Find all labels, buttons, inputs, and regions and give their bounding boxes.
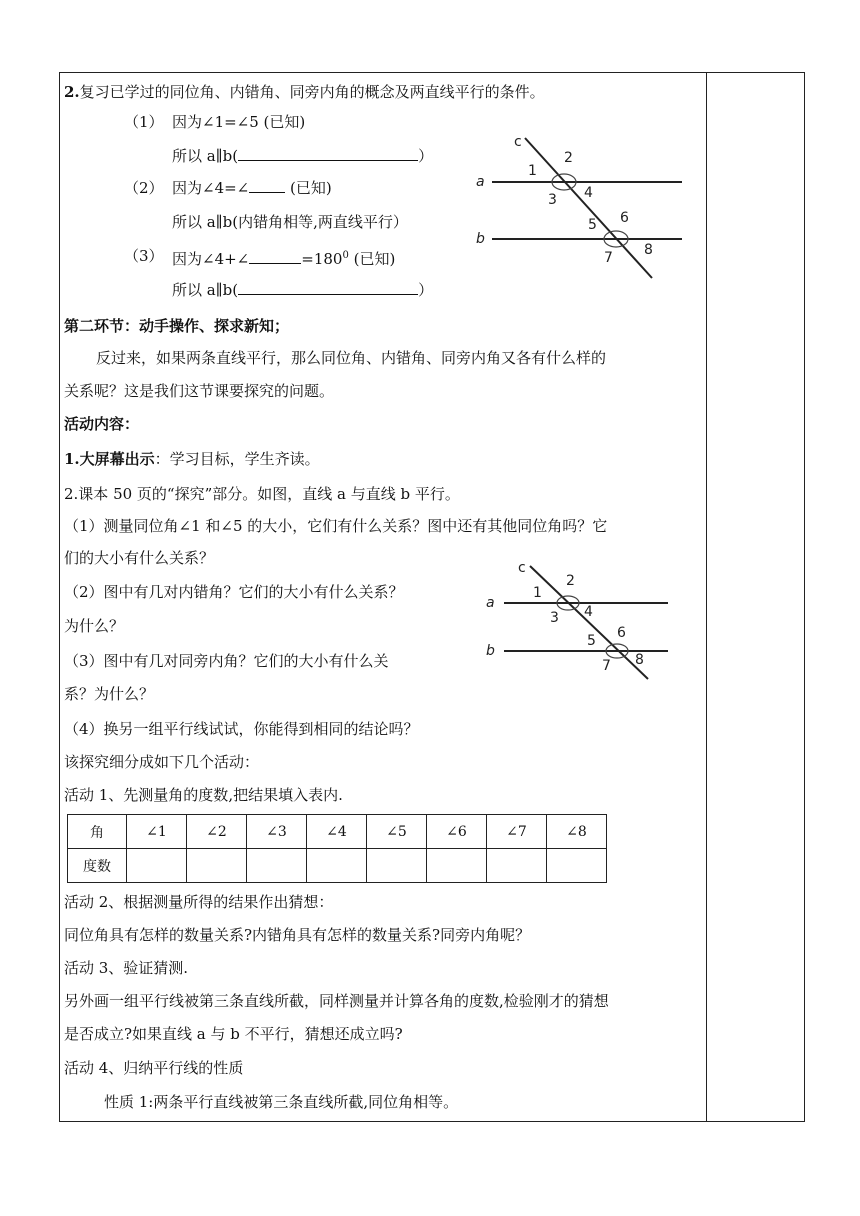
item2-so: 所以 a∥b(内错角相等,两直线平行） (172, 213, 408, 231)
label-6: 6 (620, 210, 629, 226)
degree-input-cell[interactable] (427, 849, 487, 883)
activity-intro: 该探究细分成如下几个活动： (64, 753, 260, 771)
question4: （4）换另一组平行线试试，你能得到相同的结论吗？ (64, 720, 419, 738)
review-number: 2. (64, 83, 80, 101)
table-cell: ∠8 (547, 815, 607, 849)
degree-input-cell[interactable] (487, 849, 547, 883)
label-c: c (518, 560, 526, 576)
item1-number: （1） (124, 113, 164, 131)
degree-input-cell[interactable] (187, 849, 247, 883)
item3-so-blank[interactable] (238, 280, 418, 295)
item1-because: 因为∠1=∠5 (已知) (172, 113, 306, 131)
table-cell: ∠3 (247, 815, 307, 849)
label-5: 5 (588, 217, 597, 233)
label-2: 2 (564, 150, 573, 166)
activity-item1: 1.大屏幕出示：学习目标，学生齐读。 (64, 450, 320, 468)
label-7: 7 (604, 250, 613, 266)
question1-line2: 们的大小有什么关系？ (64, 549, 215, 567)
angle-measure-table (67, 814, 607, 883)
item1-blank[interactable] (238, 146, 418, 161)
column-divider (706, 72, 707, 1122)
item3-number: （3） (124, 247, 164, 265)
transversal-c (530, 566, 648, 679)
item3-because: 因为∠4+∠ $=180^0$ (已知) (172, 250, 396, 268)
label-6: 6 (617, 625, 626, 641)
item2-number: （2） (124, 179, 164, 197)
label-c: c (514, 134, 522, 150)
label-3: 3 (550, 610, 559, 626)
degree-input-cell[interactable] (547, 849, 607, 883)
table-cell: ∠7 (487, 815, 547, 849)
degree-input-cell[interactable] (307, 849, 367, 883)
table-cell: ∠6 (427, 815, 487, 849)
activity-title: 活动内容： (64, 415, 140, 433)
parallel-lines-figure-2 (480, 556, 680, 686)
parallel-lines-figure-1 (470, 128, 690, 288)
degree-input-cell[interactable] (367, 849, 427, 883)
transversal-c (525, 138, 652, 278)
degree-input-cell[interactable] (247, 849, 307, 883)
section2-para-line1: 反过来，如果两条直线平行，那么同位角、内错角、同旁内角又各有什么样的 (96, 349, 607, 367)
label-8: 8 (635, 652, 644, 668)
label-a: a (476, 174, 485, 190)
activity-item2: 2.课本 50 页的“探究”部分。如图，直线 a 与直线 b 平行。 (64, 485, 460, 503)
item2-because: 因为∠4=∠ (已知) (172, 179, 332, 197)
section2-title: 第二环节：动手操作、探求新知； (64, 317, 290, 335)
section2-para-line2: 关系呢？这是我们这节课要探究的问题。 (64, 382, 335, 400)
activity2: 活动 2、根据测量所得的结果作出猜想： (64, 893, 334, 911)
activity1: 活动 1、先测量角的度数,把结果填入表内. (64, 786, 343, 804)
table-row (68, 815, 607, 849)
item3-blank[interactable] (249, 249, 301, 264)
question3-line2: 系？为什么？ (64, 685, 155, 703)
activity4: 活动 4、归纳平行线的性质 (64, 1059, 244, 1077)
label-5: 5 (587, 633, 596, 649)
item3-so: 所以 a∥b( ） (172, 281, 434, 299)
table-cell: ∠1 (127, 815, 187, 849)
label-1: 1 (528, 163, 537, 179)
label-3: 3 (548, 192, 557, 208)
question3-line1: （3）图中有几对同旁内角？它们的大小有什么关 (64, 652, 389, 670)
label-b: b (486, 643, 495, 659)
label-8: 8 (644, 242, 653, 258)
activity3: 活动 3、验证猜测. (64, 959, 189, 977)
item1-so: 所以 a∥b( ） (172, 147, 434, 165)
degree-input-cell[interactable] (127, 849, 187, 883)
activity3-line1: 另外画一组平行线被第三条直线所截，同样测量并计算各角的度数,检验刚才的猜想 (64, 992, 609, 1010)
activity2-question: 同位角具有怎样的数量关系?内错角具有怎样的数量关系?同旁内角呢？ (64, 926, 531, 944)
label-a: a (486, 595, 495, 611)
review-heading-text: 复习已学过的同位角、内错角、同旁内角的概念及两直线平行的条件。 (79, 83, 545, 101)
label-4: 4 (584, 604, 593, 620)
table-cell: ∠5 (367, 815, 427, 849)
label-2: 2 (566, 573, 575, 589)
question2-line2: 为什么？ (64, 617, 125, 635)
label-7: 7 (602, 658, 611, 674)
table-cell: ∠4 (307, 815, 367, 849)
label-4: 4 (584, 185, 593, 201)
question2-line1: （2）图中有几对内错角？它们的大小有什么关系？ (64, 583, 404, 601)
item2-blank[interactable] (249, 178, 285, 193)
label-b: b (476, 231, 485, 247)
table-cell: ∠2 (187, 815, 247, 849)
activity3-line2: 是否成立?如果直线 a 与 b 不平行，猜想还成立吗? (64, 1025, 403, 1043)
property1: 性质 1:两条平行直线被第三条直线所截,同位角相等。 (104, 1093, 459, 1111)
review-heading (64, 82, 545, 102)
label-1: 1 (533, 585, 542, 601)
table-row (68, 849, 607, 883)
question1-line1: （1）测量同位角∠1 和∠5 的大小，它们有什么关系？图中还有其他同位角吗？它 (64, 517, 608, 535)
table-header-angle: 角 (68, 815, 127, 849)
table-header-degree: 度数 (68, 849, 127, 883)
